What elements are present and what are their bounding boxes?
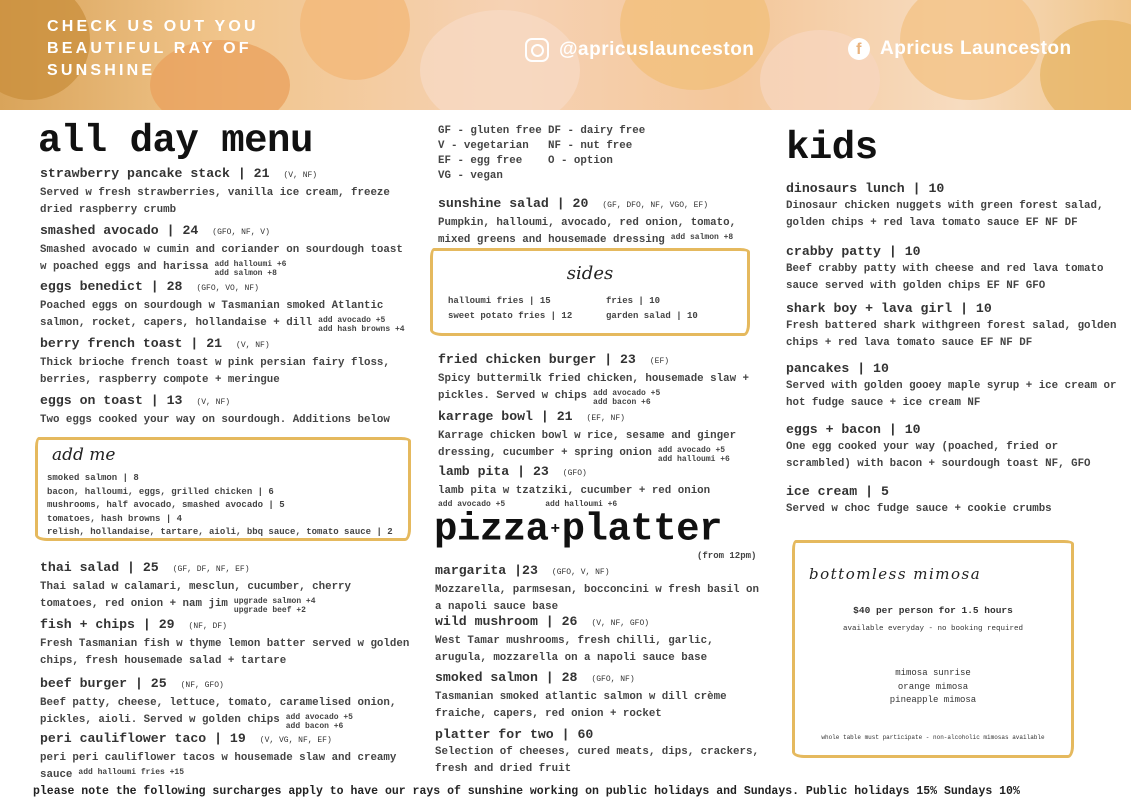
description-text: Karrage chicken bowl w rice, sesame and ginger dressing, cucumber + spring onion xyxy=(438,430,737,459)
item-title: smashed avocado | 24 xyxy=(40,223,199,238)
description-text: Fresh battered shark withgreen forest salad, golden chips + red lava tomato sauce EF NF DF xyxy=(786,320,1117,349)
description-text: Tasmanian smoked atlantic salmon w dill crème fraiche, capers, red onion + rocket xyxy=(435,691,727,720)
addon-option: add avocado +5 xyxy=(438,500,506,509)
item-name xyxy=(438,464,768,481)
add-me-line: bacon, halloumi, eggs, grilled chicken | 6 xyxy=(47,486,274,497)
item-addons xyxy=(234,597,316,615)
menu-item xyxy=(40,676,410,731)
dietary-tags: (V, NF) xyxy=(283,171,318,180)
dietary-tags: (GFO) xyxy=(562,469,587,478)
dietary-tags: (V, NF) xyxy=(196,398,231,407)
addon-option: add halloumi +6 xyxy=(657,455,730,464)
add-me-box xyxy=(35,437,411,541)
description-text: West Tamar mushrooms, fresh chilli, garlic, arugula, mozzarella on a napoli sauce base xyxy=(435,635,714,664)
add-me-list xyxy=(47,472,393,540)
item-name xyxy=(786,361,1118,376)
menu-item xyxy=(786,422,1118,473)
addon-option: add hash browns +4 xyxy=(318,325,405,334)
item-name xyxy=(40,336,410,353)
addon-option: add bacon +6 xyxy=(593,398,651,407)
addon-option: upgrade beef +2 xyxy=(233,606,306,615)
dietary-tags: (NF, DF) xyxy=(188,622,227,631)
item-description xyxy=(40,185,410,219)
dietary-legend xyxy=(438,124,668,184)
pizza-time-note: (from 12pm) xyxy=(697,551,757,561)
dietary-tags: (NF, GFO) xyxy=(180,681,224,690)
side-item: fries | 10 xyxy=(606,296,661,306)
menu-item xyxy=(786,301,1118,352)
item-title: lamb pita | 23 xyxy=(438,464,549,479)
item-name xyxy=(786,484,1118,499)
item-name xyxy=(435,614,770,631)
menu-item xyxy=(786,181,1118,232)
legend-entry: GF - gluten free xyxy=(438,125,542,137)
platter-title-word: platter xyxy=(561,507,722,552)
item-description xyxy=(786,198,1118,232)
legend-entry: VG - vegan xyxy=(438,170,503,182)
item-title: karrage bowl | 21 xyxy=(438,409,573,424)
menu-item xyxy=(40,223,410,278)
item-name xyxy=(40,676,410,693)
menu-item xyxy=(438,409,768,464)
item-title: pancakes | 10 xyxy=(786,361,889,376)
item-name xyxy=(40,560,410,577)
all-day-menu-title: all day menu xyxy=(38,119,313,163)
dietary-tags: (GFO, NF, V) xyxy=(212,228,270,237)
add-me-title: add me xyxy=(52,445,116,465)
item-description xyxy=(435,582,770,616)
dietary-tags: (V, VG, NF, EF) xyxy=(259,736,332,745)
item-title: beef burger | 25 xyxy=(40,676,167,691)
item-title: eggs benedict | 28 xyxy=(40,279,183,294)
menu-item xyxy=(40,336,410,389)
item-title: fish + chips | 29 xyxy=(40,617,175,632)
item-description xyxy=(40,579,410,615)
menu-item xyxy=(438,464,768,509)
addon-option: upgrade salmon +4 xyxy=(233,597,316,606)
description-text: One egg cooked your way (poached, fried or scrambled) with bacon + sourdough toast NF, GFO xyxy=(786,441,1091,470)
item-name xyxy=(40,279,410,296)
menu-item xyxy=(786,361,1118,412)
item-name xyxy=(40,166,410,183)
banner-tagline: CHECK US OUT YOU BEAUTIFUL RAY OF SUNSHINE xyxy=(47,18,259,79)
legend-entry: NF - nut free xyxy=(548,140,633,152)
sides-title: sides xyxy=(566,263,614,284)
item-description xyxy=(435,633,770,667)
item-description xyxy=(435,689,770,723)
description-text: Smashed avocado w cumin and coriander on sourdough toast w poached eggs and harissa xyxy=(40,244,403,273)
menu-item xyxy=(786,484,1118,518)
addon-option: add salmon +8 xyxy=(214,269,277,278)
menu-item xyxy=(435,670,770,723)
mimosa-flavour: mimosa sunrise xyxy=(895,668,971,678)
item-name xyxy=(786,301,1118,316)
legend-entry: O - option xyxy=(548,155,613,167)
item-addons xyxy=(671,233,733,242)
mimosa-flavour: orange mimosa xyxy=(897,681,969,692)
item-description xyxy=(438,428,768,464)
menu-item xyxy=(435,727,770,778)
item-description xyxy=(40,355,410,389)
item-name xyxy=(435,563,770,580)
facebook-name: Apricus Launceston xyxy=(880,38,1072,59)
addon-option: add halloumi fries +15 xyxy=(78,768,185,777)
description-text: Spicy buttermilk fried chicken, housemade slaw + pickles. Served w chips xyxy=(438,373,750,402)
description-text: Poached eggs on sourdough w Tasmanian smoked Atlantic salmon, rocket, capers, hollandaise + dill xyxy=(40,300,384,329)
item-name xyxy=(438,409,768,426)
mimosa-flavours xyxy=(795,667,1071,708)
description-text: Pumpkin, halloumi, avocado, red onion, tomato, mixed greens and housemade dressing xyxy=(438,217,737,246)
menu-item xyxy=(40,166,410,219)
item-description xyxy=(786,378,1118,412)
item-name xyxy=(40,393,410,410)
menu-item xyxy=(438,196,768,249)
description-text: Beef crabby patty with cheese and red lava tomato sauce served with golden chips EF NF GFO xyxy=(786,263,1104,292)
pizza-title-word: pizza xyxy=(434,507,549,552)
surcharge-notice: please note the following surcharges apply to have our rays of sunshine working on public holidays and Sundays. Public holidays 15% Sundays 10% xyxy=(33,785,1020,798)
dietary-tags: (V, NF) xyxy=(236,341,270,350)
item-name xyxy=(786,422,1118,437)
item-title: eggs + bacon | 10 xyxy=(786,422,921,437)
description-text: Thick brioche french toast w pink persian fairy floss, berries, raspberry compote + meringue xyxy=(40,357,390,386)
menu-item xyxy=(40,617,410,670)
item-description xyxy=(438,483,768,509)
item-description xyxy=(786,439,1118,473)
item-title: strawberry pancake stack | 21 xyxy=(40,166,270,181)
menu-item xyxy=(40,393,410,429)
description-text: Served w fresh strawberries, vanilla ice cream, freeze dried raspberry crumb xyxy=(40,187,390,216)
item-description xyxy=(40,695,410,731)
side-item: garden salad | 10 xyxy=(606,311,698,321)
mimosa-price: $40 per person for 1.5 hours xyxy=(853,605,1013,616)
pizza-platter-title xyxy=(434,508,722,550)
menu-item xyxy=(435,614,770,667)
item-title: eggs on toast | 13 xyxy=(40,393,183,408)
menu-item xyxy=(786,244,1118,295)
mimosa-title: bottomless mimosa xyxy=(809,565,982,583)
addon-option: add salmon +8 xyxy=(670,233,734,242)
menu-item xyxy=(40,731,410,784)
item-addons xyxy=(214,260,286,278)
item-description xyxy=(40,750,410,784)
item-addons xyxy=(318,316,404,334)
legend-entry: V - vegetarian xyxy=(438,140,529,152)
item-title: peri cauliflower taco | 19 xyxy=(40,731,246,746)
item-description xyxy=(438,371,768,407)
description-text: Two eggs cooked your way on sourdough. Additions below xyxy=(40,414,390,426)
dietary-tags: (GFO, VO, NF) xyxy=(196,284,259,293)
dietary-tags: (EF, NF) xyxy=(586,414,625,423)
dietary-tags: (GF, DF, NF, EF) xyxy=(172,565,250,574)
item-name xyxy=(435,670,770,687)
item-title: ice cream | 5 xyxy=(786,484,889,499)
dietary-tags: (GFO, V, NF) xyxy=(551,568,610,577)
item-description xyxy=(786,501,1118,518)
description-text: Dinosaur chicken nuggets with green forest salad, golden chips + red lava tomato sauce EF NF DF xyxy=(786,200,1104,229)
add-me-line: mushrooms, half avocado, smashed avocado | 5 xyxy=(47,500,285,510)
pizza-title-plus: + xyxy=(550,520,560,538)
item-title: wild mushroom | 26 xyxy=(435,614,578,629)
legend-entry: EF - egg free xyxy=(438,155,523,167)
item-name xyxy=(438,196,768,213)
item-name xyxy=(438,352,768,369)
facebook-link[interactable] xyxy=(848,38,1072,60)
item-name xyxy=(40,223,410,240)
mimosa-availability: available everyday - no booking required xyxy=(842,625,1024,633)
description-text: Selection of cheeses, cured meats, dips, crackers, fresh and dried fruit xyxy=(435,746,759,775)
item-addons xyxy=(593,389,660,407)
add-me-line: smoked salmon | 8 xyxy=(47,473,139,483)
item-name xyxy=(786,244,1118,259)
addon-option: add avocado +5 xyxy=(318,316,386,325)
item-title: dinosaurs lunch | 10 xyxy=(786,181,945,196)
item-name xyxy=(435,727,770,742)
item-name xyxy=(786,181,1118,196)
menu-item xyxy=(435,563,770,616)
item-description xyxy=(438,215,768,249)
side-item: sweet potato fries | 12 xyxy=(448,311,573,321)
item-description xyxy=(40,412,410,429)
addon-option: add halloumi +6 xyxy=(214,260,287,269)
header-banner xyxy=(0,0,1131,110)
mimosa-note: whole table must participate - non-alcoholic mimosas available xyxy=(821,734,1045,741)
mimosa-flavour: pineapple mimosa xyxy=(889,695,977,705)
description-text: Served with golden gooey maple syrup + ice cream or hot fudge sauce + ice cream NF xyxy=(786,380,1117,409)
description-text: Served w choc fudge sauce + cookie crumbs xyxy=(786,503,1052,515)
legend-entry: DF - dairy free xyxy=(548,125,646,137)
item-title: platter for two | 60 xyxy=(435,727,594,742)
item-description xyxy=(40,636,410,670)
item-description xyxy=(40,242,410,278)
item-title: berry french toast | 21 xyxy=(40,336,223,351)
item-name xyxy=(40,617,410,634)
item-title: sunshine salad | 20 xyxy=(438,196,589,211)
description-text: lamb pita w tzatziki, cucumber + red onion xyxy=(438,485,711,497)
dietary-tags: (GF, DFO, NF, VGO, EF) xyxy=(602,201,708,210)
description-text: Beef patty, cheese, lettuce, tomato, caramelised onion, pickles, aioli. Served w golden chips xyxy=(40,697,397,726)
item-description xyxy=(435,744,770,778)
dietary-tags: (GFO, NF) xyxy=(591,675,635,684)
item-title: shark boy + lava girl | 10 xyxy=(786,301,992,316)
item-title: fried chicken burger | 23 xyxy=(438,352,636,367)
menu-item xyxy=(40,560,410,615)
addon-option: add avocado +5 xyxy=(285,713,353,722)
side-item: halloumi fries | 15 xyxy=(448,296,551,306)
description-text: Thai salad w calamari, mesclun, cucumber, cherry tomatoes, red onion + nam jim xyxy=(40,581,352,610)
item-title: smoked salmon | 28 xyxy=(435,670,578,685)
addon-option: add halloumi +6 xyxy=(545,500,618,509)
menu-item xyxy=(40,279,410,334)
menu-item xyxy=(438,352,768,407)
dietary-tags: (EF) xyxy=(649,357,670,366)
item-title: crabby patty | 10 xyxy=(786,244,921,259)
facebook-icon: f xyxy=(848,38,870,60)
add-me-line: relish, hollandaise, tartare, aioli, bbq sauce, tomato sauce | 2 xyxy=(47,527,393,537)
addon-option: add avocado +5 xyxy=(593,389,661,398)
item-name xyxy=(40,731,410,748)
instagram-icon xyxy=(525,38,549,62)
item-description xyxy=(786,318,1118,352)
sides-box xyxy=(430,248,750,336)
item-title: margarita |23 xyxy=(435,563,538,578)
instagram-handle: @apricuslaunceston xyxy=(559,39,755,60)
kids-title: kids xyxy=(786,126,878,170)
item-addons xyxy=(286,713,353,731)
item-title: thai salad | 25 xyxy=(40,560,159,575)
item-addons xyxy=(658,446,730,464)
addon-option: add bacon +6 xyxy=(285,722,344,731)
dietary-tags: (V, NF, GFO) xyxy=(591,619,650,628)
description-text: Fresh Tasmanian fish w thyme lemon batter served w golden chips, fresh housemade salad + tartare xyxy=(40,638,410,667)
add-me-line: tomatoes, hash browns | 4 xyxy=(47,513,183,524)
description-text: peri peri cauliflower tacos w housemade slaw and creamy sauce xyxy=(40,752,397,781)
addon-option: add avocado +5 xyxy=(657,446,726,455)
item-description xyxy=(40,298,410,334)
instagram-link[interactable] xyxy=(525,38,754,62)
item-description xyxy=(786,261,1118,295)
mimosa-box xyxy=(792,540,1074,758)
description-text: Mozzarella, parmsesan, bocconcini w fresh basil on a napoli sauce base xyxy=(435,584,759,613)
sides-list xyxy=(448,295,756,323)
item-addons xyxy=(78,768,184,777)
